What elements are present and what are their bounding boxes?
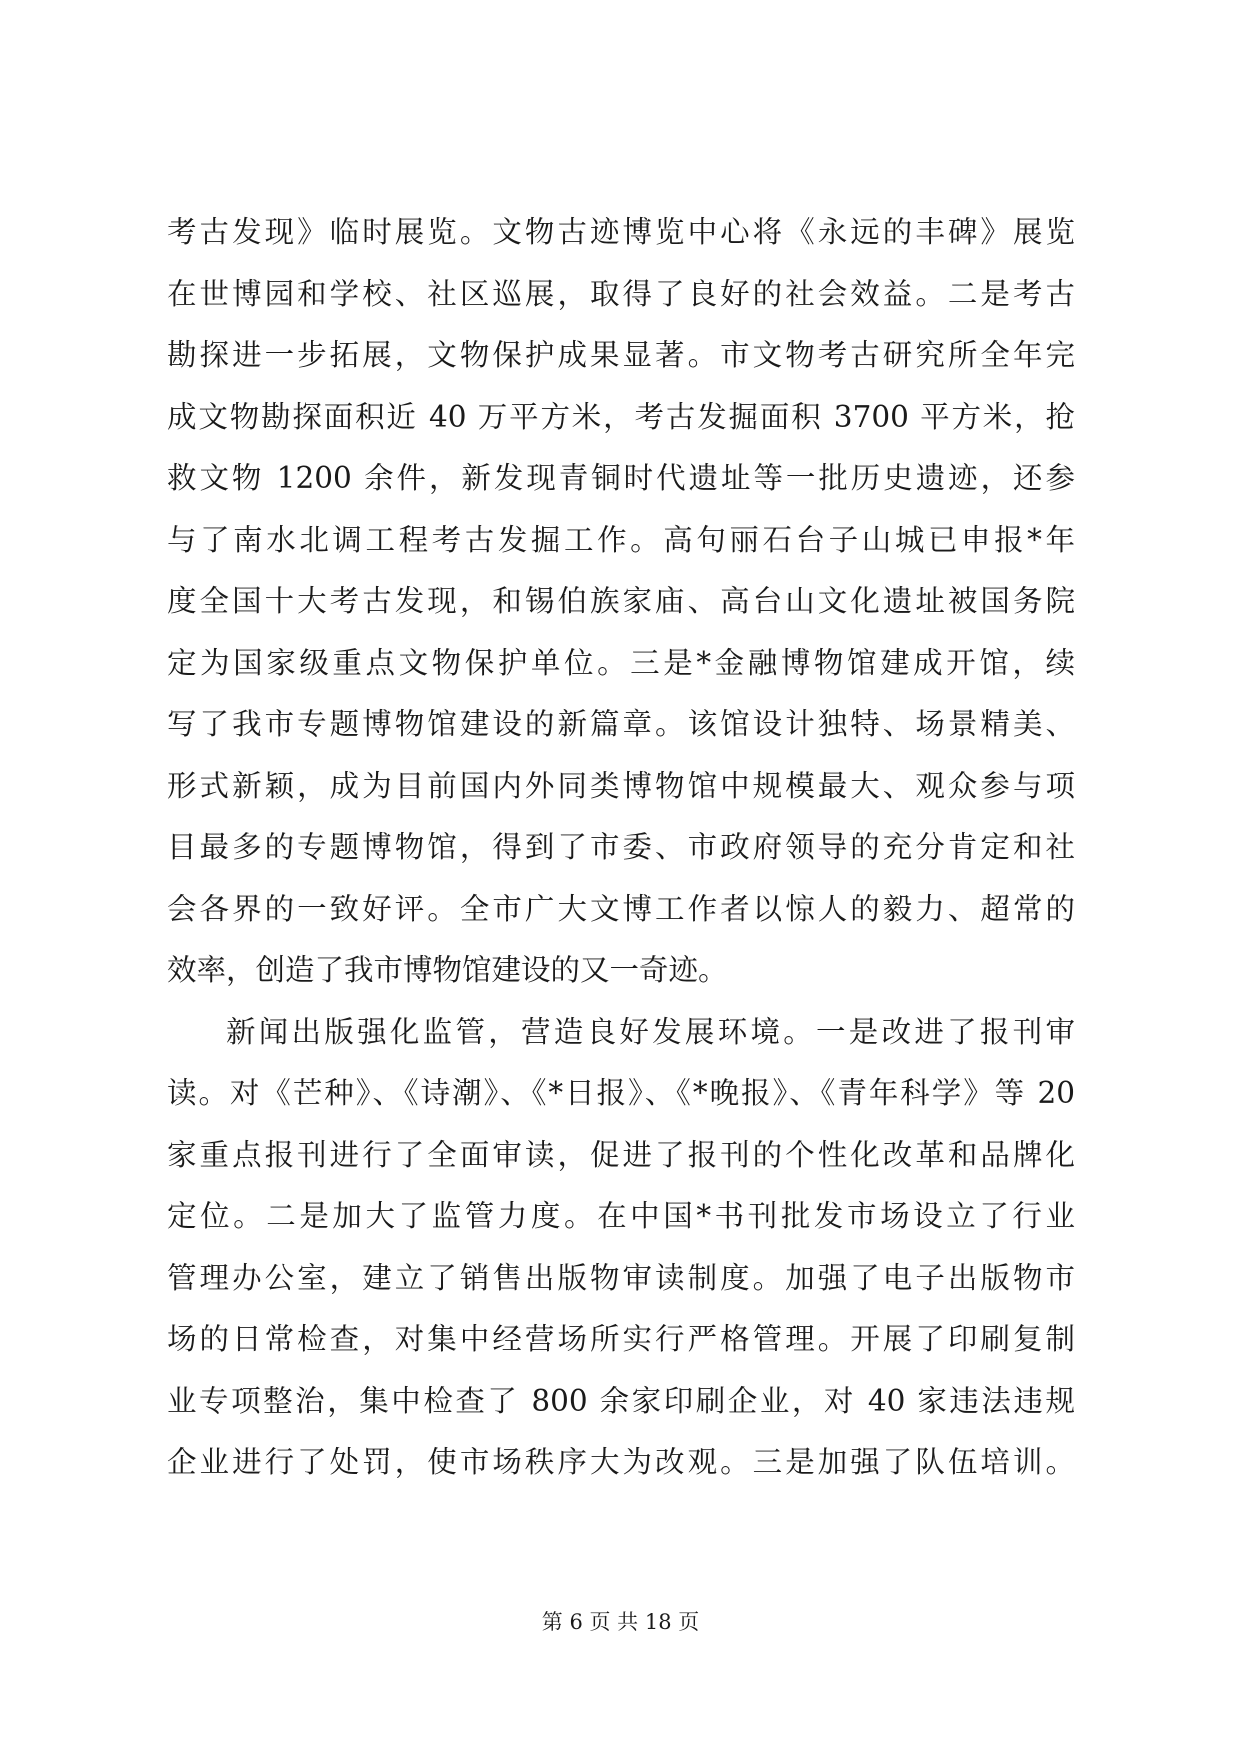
body-text xyxy=(167,202,1075,1494)
text-line: 新闻出版强化监管，营造良好发展环境。一是改进了报刊审 xyxy=(226,1014,1075,1049)
text-line: 成文物勘探面积近 40 万平方米，考古发掘面积 3700 平方米，抢 xyxy=(167,399,1075,434)
text-line: 勘探进一步拓展，文物保护成果显著。市文物考古研究所全年完 xyxy=(167,338,1075,372)
page-number: 第 6 页 共 18 页 xyxy=(541,1610,700,1634)
text-line: 会各界的一致好评。全市广大文博工作者以惊人的毅力、超常的 xyxy=(167,891,1075,926)
text-line: 写了我市专题博物馆建设的新篇章。该馆设计独特、场景精美、 xyxy=(167,707,1075,741)
text-line: 救文物 1200 余件，新发现青铜时代遗址等一批历史遗迹，还参 xyxy=(167,461,1075,495)
text-line: 度全国十大考古发现，和锡伯族家庙、高台山文化遗址被国务院 xyxy=(167,584,1075,618)
text-line: 效率，创造了我市博物馆建设的又一奇迹。 xyxy=(167,953,728,987)
text-line: 考古发现》临时展览。文物古迹博览中心将《永远的丰碑》展览 xyxy=(167,215,1075,249)
text-line: 管理办公室，建立了销售出版物审读制度。加强了电子出版物市 xyxy=(167,1260,1075,1295)
text-line: 场的日常检查，对集中经营场所实行严格管理。开展了印刷复制 xyxy=(167,1322,1075,1356)
paragraph-2 xyxy=(167,1002,1075,1494)
paragraph-1 xyxy=(167,202,1075,1002)
text-line: 与了南水北调工程考古发掘工作。高句丽石台子山城已申报*年 xyxy=(167,522,1075,557)
text-line: 读。对《芒种》、《诗潮》、《*日报》、《*晚报》、《青年科学》等 20 xyxy=(167,1076,1075,1110)
text-line: 业专项整治，集中检查了 800 余家印刷企业，对 40 家违法违规 xyxy=(167,1383,1075,1418)
text-line: 定位。二是加大了监管力度。在中国*书刊批发市场设立了行业 xyxy=(167,1199,1075,1233)
text-line: 家重点报刊进行了全面审读，促进了报刊的个性化改革和品牌化 xyxy=(167,1137,1075,1172)
text-line: 形式新颖，成为目前国内外同类博物馆中规模最大、观众参与项 xyxy=(167,768,1075,803)
text-line: 目最多的专题博物馆，得到了市委、市政府领导的充分肯定和社 xyxy=(167,830,1075,864)
text-line: 企业进行了处罚，使市场秩序大为改观。三是加强了队伍培训。 xyxy=(167,1445,1075,1479)
text-line: 在世博园和学校、社区巡展，取得了良好的社会效益。二是考古 xyxy=(167,276,1075,311)
text-line: 定为国家级重点文物保护单位。三是*金融博物馆建成开馆，续 xyxy=(167,645,1075,680)
